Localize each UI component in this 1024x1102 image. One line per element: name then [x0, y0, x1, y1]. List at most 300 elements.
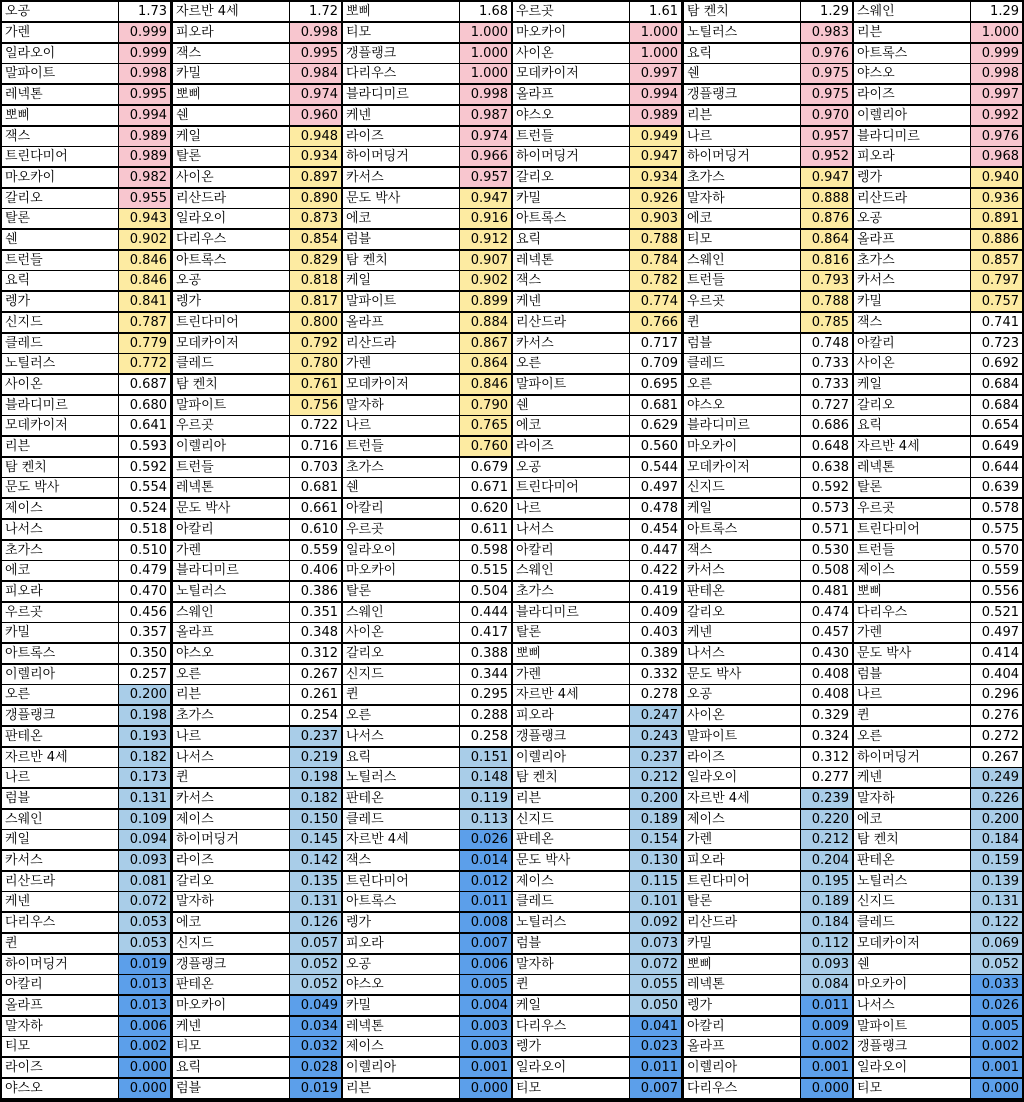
row-name-cell: 뽀삐	[513, 644, 629, 663]
row-value-cell: 0.115	[630, 872, 681, 891]
row-value-cell: 0.112	[801, 934, 852, 953]
row-value-cell: 0.113	[460, 810, 511, 829]
row-value-cell: 0.226	[971, 789, 1022, 808]
row-value-cell: 0.829	[290, 251, 341, 270]
row-name-cell: 에코	[854, 810, 970, 829]
row-name-cell: 초가스	[684, 168, 800, 187]
row-name-cell: 카밀	[684, 934, 800, 953]
row-name-cell: 나서스	[343, 727, 459, 746]
row-value-cell: 0.989	[119, 147, 170, 166]
row-value-cell: 0.570	[971, 541, 1022, 560]
row-name-cell: 우르곳	[684, 292, 800, 311]
row-name-cell: 갱플랭크	[513, 727, 629, 746]
row-name-cell: 피오라	[513, 706, 629, 725]
row-name-cell: 렝가	[2, 292, 118, 311]
row-value-cell: 0.272	[971, 727, 1022, 746]
row-value-cell: 0.049	[290, 996, 341, 1015]
row-value-cell: 0.722	[290, 416, 341, 435]
row-value-cell: 0.779	[119, 334, 170, 353]
row-value-cell: 0.788	[630, 230, 681, 249]
row-value-cell: 0.760	[460, 437, 511, 456]
row-name-cell: 리산드라	[513, 313, 629, 332]
row-value-cell: 0.975	[801, 64, 852, 83]
row-name-cell: 트린다미어	[684, 872, 800, 891]
row-name-cell: 뽀삐	[2, 106, 118, 125]
row-value-cell: 0.011	[460, 892, 511, 911]
row-value-cell: 0.092	[630, 913, 681, 932]
row-value-cell: 0.023	[630, 1037, 681, 1056]
row-name-cell: 마오카이	[2, 168, 118, 187]
row-name-cell: 야스오	[343, 975, 459, 994]
row-value-cell: 0.006	[119, 1017, 170, 1036]
row-name-cell: 잭스	[2, 127, 118, 146]
row-value-cell: 0.680	[119, 396, 170, 415]
row-name-cell: 다리우스	[343, 64, 459, 83]
row-value-cell: 0.007	[460, 934, 511, 953]
row-name-cell: 말파이트	[513, 375, 629, 394]
row-name-cell: 쉔	[513, 396, 629, 415]
row-name-cell: 마오카이	[343, 561, 459, 580]
row-value-cell: 0.122	[971, 913, 1022, 932]
row-value-cell: 0.324	[801, 727, 852, 746]
row-name-cell: 이렐리아	[513, 748, 629, 767]
row-name-cell: 노틸러스	[513, 913, 629, 932]
row-value-cell: 0.008	[460, 913, 511, 932]
row-value-cell: 0.620	[460, 499, 511, 518]
row-value-cell: 0.406	[290, 561, 341, 580]
row-name-cell: 하이머딩거	[684, 147, 800, 166]
row-value-cell: 0.069	[971, 934, 1022, 953]
row-name-cell: 클레드	[343, 810, 459, 829]
row-value-cell: 0.212	[801, 830, 852, 849]
row-value-cell: 0.983	[801, 23, 852, 42]
row-name-cell: 오른	[684, 375, 800, 394]
row-value-cell: 0.940	[971, 168, 1022, 187]
row-name-cell: 요릭	[173, 1058, 289, 1077]
row-name-cell: 나르	[343, 416, 459, 435]
row-value-cell: 0.084	[801, 975, 852, 994]
row-name-cell: 이렐리아	[2, 665, 118, 684]
row-value-cell: 0.816	[801, 251, 852, 270]
row-name-cell: 다리우스	[2, 913, 118, 932]
row-name-cell: 피오라	[173, 23, 289, 42]
row-name-cell: 올라프	[2, 996, 118, 1015]
row-value-cell: 0.902	[119, 230, 170, 249]
row-value-cell: 0.237	[290, 727, 341, 746]
row-value-cell: 0.454	[630, 520, 681, 539]
row-value-cell: 0.261	[290, 685, 341, 704]
row-value-cell: 0.001	[801, 1058, 852, 1077]
row-value-cell: 0.247	[630, 706, 681, 725]
row-name-cell: 오공	[343, 955, 459, 974]
row-value-cell: 0.949	[630, 127, 681, 146]
row-value-cell: 0.456	[119, 603, 170, 622]
row-value-cell: 0.041	[630, 1017, 681, 1036]
row-name-cell: 말파이트	[854, 1017, 970, 1036]
row-value-cell: 0.135	[290, 872, 341, 891]
row-value-cell: 0.966	[460, 147, 511, 166]
row-name-cell: 말자하	[684, 189, 800, 208]
row-value-cell: 0.982	[119, 168, 170, 187]
row-value-cell: 0.479	[119, 561, 170, 580]
row-value-cell: 0.159	[971, 851, 1022, 870]
row-name-cell: 올라프	[854, 230, 970, 249]
row-name-cell: 트린다미어	[2, 147, 118, 166]
row-value-cell: 0.733	[801, 354, 852, 373]
row-name-cell: 리산드라	[343, 334, 459, 353]
row-value-cell: 0.671	[460, 478, 511, 497]
row-value-cell: 0.884	[460, 313, 511, 332]
row-value-cell: 0.267	[290, 665, 341, 684]
column-header-champion: 우르곳	[513, 2, 629, 21]
row-name-cell: 갱플랭크	[2, 706, 118, 725]
row-name-cell: 블라디미르	[513, 603, 629, 622]
row-name-cell: 제이스	[2, 499, 118, 518]
row-value-cell: 0.254	[290, 706, 341, 725]
row-name-cell: 자르반 4세	[854, 437, 970, 456]
row-name-cell: 자르반 4세	[2, 748, 118, 767]
row-value-cell: 0.028	[290, 1058, 341, 1077]
row-name-cell: 탐 켄치	[2, 458, 118, 477]
row-value-cell: 0.409	[630, 603, 681, 622]
row-name-cell: 카서스	[854, 271, 970, 290]
row-name-cell: 탈론	[513, 623, 629, 642]
row-name-cell: 오공	[173, 271, 289, 290]
row-value-cell: 0.571	[801, 520, 852, 539]
row-value-cell: 0.957	[460, 168, 511, 187]
table-column	[173, 0, 341, 1102]
row-value-cell: 0.903	[630, 209, 681, 228]
row-name-cell: 레넥톤	[854, 458, 970, 477]
row-name-cell: 오른	[513, 354, 629, 373]
row-name-cell: 카밀	[343, 996, 459, 1015]
row-name-cell: 갈리오	[854, 396, 970, 415]
row-value-cell: 0.257	[119, 665, 170, 684]
row-value-cell: 0.854	[290, 230, 341, 249]
row-value-cell: 0.189	[630, 810, 681, 829]
row-name-cell: 노틸러스	[173, 582, 289, 601]
row-name-cell: 우르곳	[2, 603, 118, 622]
row-value-cell: 1.000	[971, 23, 1022, 42]
row-value-cell: 0.573	[801, 499, 852, 518]
row-name-cell: 퀸	[684, 313, 800, 332]
row-name-cell: 레넥톤	[684, 975, 800, 994]
row-value-cell: 0.497	[630, 478, 681, 497]
row-name-cell: 렝가	[854, 168, 970, 187]
row-value-cell: 0.974	[290, 85, 341, 104]
row-value-cell: 0.219	[290, 748, 341, 767]
row-name-cell: 하이머딩거	[173, 830, 289, 849]
row-name-cell: 케일	[513, 996, 629, 1015]
row-value-cell: 0.968	[971, 147, 1022, 166]
row-name-cell: 퀸	[854, 706, 970, 725]
row-name-cell: 케일	[854, 375, 970, 394]
row-value-cell: 0.692	[971, 354, 1022, 373]
row-name-cell: 퀸	[2, 934, 118, 953]
row-name-cell: 탈론	[173, 147, 289, 166]
row-value-cell: 0.002	[119, 1037, 170, 1056]
row-name-cell: 문도 박사	[684, 665, 800, 684]
row-name-cell: 오른	[2, 685, 118, 704]
row-value-cell: 0.239	[801, 789, 852, 808]
row-name-cell: 트린다미어	[343, 872, 459, 891]
row-name-cell: 오른	[854, 727, 970, 746]
row-name-cell: 오른	[173, 665, 289, 684]
row-name-cell: 나서스	[684, 644, 800, 663]
row-value-cell: 0.934	[630, 168, 681, 187]
row-value-cell: 0.419	[630, 582, 681, 601]
row-name-cell: 사이온	[2, 375, 118, 394]
row-value-cell: 0.638	[801, 458, 852, 477]
row-value-cell: 0.891	[971, 209, 1022, 228]
row-name-cell: 탐 켄치	[854, 830, 970, 849]
row-value-cell: 0.093	[801, 955, 852, 974]
row-value-cell: 0.006	[460, 955, 511, 974]
row-name-cell: 스웨인	[684, 251, 800, 270]
row-name-cell: 트런들	[513, 127, 629, 146]
row-name-cell: 말자하	[2, 1017, 118, 1036]
row-name-cell: 제이스	[343, 1037, 459, 1056]
row-value-cell: 0.947	[801, 168, 852, 187]
row-value-cell: 0.142	[290, 851, 341, 870]
row-value-cell: 0.109	[119, 810, 170, 829]
row-value-cell: 0.841	[119, 292, 170, 311]
row-name-cell: 트린다미어	[854, 520, 970, 539]
row-value-cell: 0.703	[290, 458, 341, 477]
row-value-cell: 0.907	[460, 251, 511, 270]
row-name-cell: 케일	[173, 127, 289, 146]
row-value-cell: 0.648	[801, 437, 852, 456]
column-header-score: 1.29	[801, 2, 852, 21]
row-name-cell: 사이온	[513, 44, 629, 63]
row-name-cell: 아트록스	[513, 209, 629, 228]
row-name-cell: 문도 박사	[173, 499, 289, 518]
row-value-cell: 0.182	[119, 748, 170, 767]
row-value-cell: 0.005	[971, 1017, 1022, 1036]
row-value-cell: 0.404	[971, 665, 1022, 684]
row-value-cell: 0.530	[801, 541, 852, 560]
row-name-cell: 리븐	[2, 437, 118, 456]
row-value-cell: 0.818	[290, 271, 341, 290]
row-name-cell: 티모	[2, 1037, 118, 1056]
row-name-cell: 탐 켄치	[173, 375, 289, 394]
row-name-cell: 나르	[684, 127, 800, 146]
row-name-cell: 티모	[684, 230, 800, 249]
row-name-cell: 모데카이저	[684, 458, 800, 477]
row-value-cell: 0.408	[801, 685, 852, 704]
row-name-cell: 나르	[513, 499, 629, 518]
column-header-score: 1.73	[119, 2, 170, 21]
row-value-cell: 0.004	[460, 996, 511, 1015]
row-value-cell: 0.195	[801, 872, 852, 891]
row-value-cell: 0.386	[290, 582, 341, 601]
row-name-cell: 판테온	[513, 830, 629, 849]
row-name-cell: 모데카이저	[513, 64, 629, 83]
row-value-cell: 0.784	[630, 251, 681, 270]
row-name-cell: 문도 박사	[854, 644, 970, 663]
row-name-cell: 갱플랭크	[854, 1037, 970, 1056]
row-value-cell: 0.198	[290, 768, 341, 787]
row-name-cell: 럼블	[684, 334, 800, 353]
row-value-cell: 0.679	[460, 458, 511, 477]
row-name-cell: 초가스	[173, 706, 289, 725]
row-name-cell: 노틸러스	[343, 768, 459, 787]
row-value-cell: 0.154	[630, 830, 681, 849]
row-name-cell: 나르	[2, 768, 118, 787]
column-header-score: 1.68	[460, 2, 511, 21]
row-name-cell: 티모	[513, 1079, 629, 1098]
row-value-cell: 0.276	[971, 706, 1022, 725]
row-name-cell: 뽀삐	[684, 955, 800, 974]
row-value-cell: 0.994	[119, 106, 170, 125]
row-value-cell: 0.130	[630, 851, 681, 870]
row-value-cell: 0.975	[801, 85, 852, 104]
row-value-cell: 0.001	[971, 1058, 1022, 1077]
row-name-cell: 갈리오	[513, 168, 629, 187]
row-value-cell: 0.003	[460, 1017, 511, 1036]
row-value-cell: 0.204	[801, 851, 852, 870]
row-name-cell: 스웨인	[2, 810, 118, 829]
row-name-cell: 피오라	[684, 851, 800, 870]
row-name-cell: 말파이트	[343, 292, 459, 311]
row-value-cell: 0.131	[971, 892, 1022, 911]
row-value-cell: 0.053	[119, 934, 170, 953]
row-value-cell: 0.052	[971, 955, 1022, 974]
row-value-cell: 0.521	[971, 603, 1022, 622]
row-name-cell: 스웨인	[343, 603, 459, 622]
row-name-cell: 트런들	[173, 458, 289, 477]
row-name-cell: 라이즈	[2, 1058, 118, 1077]
row-name-cell: 제이스	[513, 872, 629, 891]
row-name-cell: 트린다미어	[173, 313, 289, 332]
row-name-cell: 카서스	[173, 789, 289, 808]
row-value-cell: 0.072	[630, 955, 681, 974]
row-name-cell: 다리우스	[173, 230, 289, 249]
row-value-cell: 0.943	[119, 209, 170, 228]
row-name-cell: 오른	[343, 706, 459, 725]
row-value-cell: 0.139	[971, 872, 1022, 891]
row-name-cell: 말파이트	[173, 396, 289, 415]
row-value-cell: 0.000	[119, 1079, 170, 1098]
row-value-cell: 0.057	[290, 934, 341, 953]
row-name-cell: 렝가	[343, 913, 459, 932]
row-name-cell: 탈론	[2, 209, 118, 228]
row-name-cell: 케일	[343, 271, 459, 290]
row-name-cell: 리븐	[343, 1079, 459, 1098]
row-value-cell: 0.684	[971, 396, 1022, 415]
row-value-cell: 0.131	[290, 892, 341, 911]
row-name-cell: 아칼리	[173, 520, 289, 539]
row-name-cell: 올라프	[513, 85, 629, 104]
row-name-cell: 하이머딩거	[854, 748, 970, 767]
row-value-cell: 0.278	[630, 685, 681, 704]
row-value-cell: 0.243	[630, 727, 681, 746]
row-name-cell: 모데카이저	[173, 334, 289, 353]
row-name-cell: 갈리오	[2, 189, 118, 208]
row-name-cell: 갈리오	[684, 603, 800, 622]
row-value-cell: 0.592	[801, 478, 852, 497]
row-value-cell: 0.357	[119, 623, 170, 642]
row-name-cell: 쉔	[854, 955, 970, 974]
row-name-cell: 트런들	[854, 541, 970, 560]
row-name-cell: 이렐리아	[854, 106, 970, 125]
row-value-cell: 0.934	[290, 147, 341, 166]
row-value-cell: 0.119	[460, 789, 511, 808]
row-name-cell: 신지드	[173, 934, 289, 953]
row-name-cell: 야스오	[513, 106, 629, 125]
row-value-cell: 0.687	[119, 375, 170, 394]
row-value-cell: 0.131	[119, 789, 170, 808]
row-name-cell: 갈리오	[343, 644, 459, 663]
row-name-cell: 카밀	[2, 623, 118, 642]
row-value-cell: 0.976	[971, 127, 1022, 146]
row-value-cell: 0.414	[971, 644, 1022, 663]
row-name-cell: 오공	[684, 685, 800, 704]
row-value-cell: 0.295	[460, 685, 511, 704]
row-name-cell: 블라디미르	[684, 416, 800, 435]
row-value-cell: 0.182	[290, 789, 341, 808]
row-value-cell: 0.575	[971, 520, 1022, 539]
row-value-cell: 0.857	[971, 251, 1022, 270]
row-value-cell: 0.554	[119, 478, 170, 497]
row-value-cell: 0.422	[630, 561, 681, 580]
row-value-cell: 0.970	[801, 106, 852, 125]
row-value-cell: 0.457	[801, 623, 852, 642]
row-name-cell: 문도 박사	[2, 478, 118, 497]
row-name-cell: 카서스	[684, 561, 800, 580]
row-name-cell: 오공	[854, 209, 970, 228]
row-name-cell: 카서스	[513, 334, 629, 353]
row-name-cell: 카서스	[2, 851, 118, 870]
row-name-cell: 리산드라	[684, 913, 800, 932]
row-value-cell: 0.592	[119, 458, 170, 477]
row-name-cell: 야스오	[684, 396, 800, 415]
row-name-cell: 모데카이저	[2, 416, 118, 435]
column-header-champion: 뽀삐	[343, 2, 459, 21]
row-value-cell: 0.510	[119, 541, 170, 560]
row-value-cell: 0.200	[971, 810, 1022, 829]
row-name-cell: 잭스	[513, 271, 629, 290]
row-name-cell: 나서스	[173, 748, 289, 767]
row-value-cell: 0.184	[971, 830, 1022, 849]
row-name-cell: 하이머딩거	[513, 147, 629, 166]
row-name-cell: 카밀	[173, 64, 289, 83]
row-name-cell: 트런들	[684, 271, 800, 290]
row-value-cell: 0.756	[290, 396, 341, 415]
row-name-cell: 우르곳	[343, 520, 459, 539]
row-name-cell: 갈리오	[173, 872, 289, 891]
row-name-cell: 제이스	[684, 810, 800, 829]
row-value-cell: 0.515	[460, 561, 511, 580]
row-name-cell: 럼블	[173, 1079, 289, 1098]
row-value-cell: 0.886	[971, 230, 1022, 249]
row-name-cell: 다리우스	[854, 603, 970, 622]
row-name-cell: 사이온	[343, 623, 459, 642]
row-name-cell: 말파이트	[684, 727, 800, 746]
row-value-cell: 0.793	[801, 271, 852, 290]
row-name-cell: 렝가	[684, 996, 800, 1015]
row-name-cell: 클레드	[173, 354, 289, 373]
row-value-cell: 0.329	[801, 706, 852, 725]
row-name-cell: 트런들	[343, 437, 459, 456]
row-value-cell: 0.610	[290, 520, 341, 539]
row-value-cell: 1.000	[460, 23, 511, 42]
row-value-cell: 0.556	[971, 582, 1022, 601]
row-name-cell: 피오라	[343, 934, 459, 953]
row-value-cell: 0.899	[460, 292, 511, 311]
row-name-cell: 뽀삐	[854, 582, 970, 601]
row-value-cell: 0.717	[630, 334, 681, 353]
